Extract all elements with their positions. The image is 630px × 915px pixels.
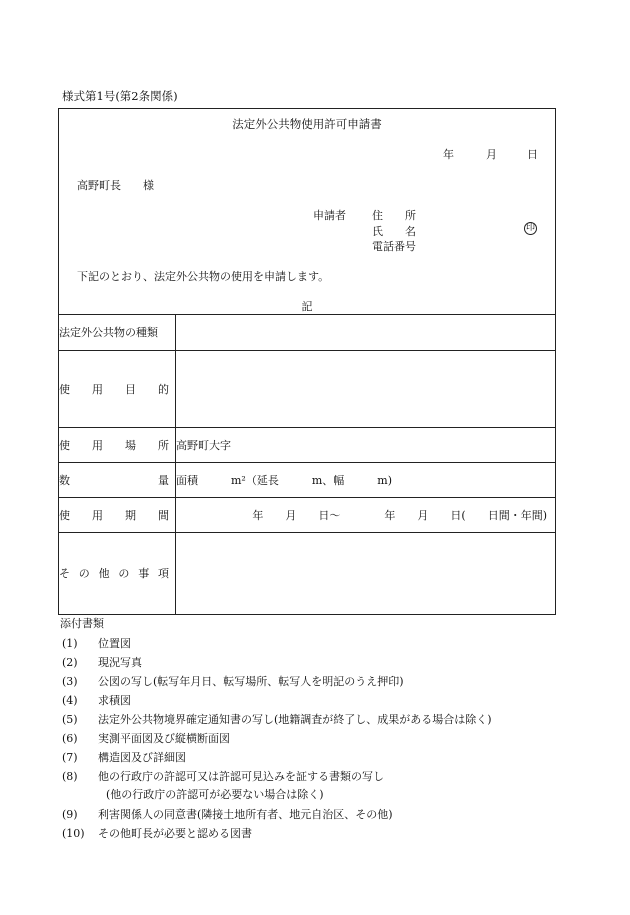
label-char: 他 bbox=[98, 567, 110, 580]
item-text: 公図の写し(転写年月日、転写場所、転写人を明記のうえ押印) bbox=[98, 675, 404, 688]
list-item bbox=[62, 714, 492, 725]
list-item bbox=[62, 676, 404, 687]
label-char: 量 bbox=[158, 473, 169, 487]
purpose-label bbox=[59, 351, 176, 428]
form-title: 法定外公共物使用許可申請書 bbox=[232, 117, 382, 131]
label-char: 用 bbox=[92, 508, 103, 522]
quantity-value: 面積 m²（延長 m、幅 m) bbox=[176, 473, 392, 487]
label-char: 用 bbox=[92, 438, 103, 452]
period-value: 年 月 日～ 年 月 日( 日間・年間) bbox=[252, 508, 547, 522]
table-row bbox=[59, 463, 556, 498]
table-row bbox=[59, 428, 556, 463]
list-item bbox=[62, 657, 142, 668]
date-year: 年 bbox=[443, 148, 454, 161]
place-value-cell[interactable] bbox=[176, 428, 556, 463]
table-row bbox=[59, 533, 556, 615]
list-item bbox=[62, 828, 252, 839]
label-char: 間 bbox=[158, 508, 169, 522]
label-char: 期 bbox=[125, 508, 136, 522]
item-number: (3) bbox=[62, 675, 78, 688]
item-text: 位置図 bbox=[98, 637, 131, 650]
request-text: 下記のとおり、法定外公共物の使用を申請します。 bbox=[77, 270, 330, 283]
ki-heading: 記 bbox=[301, 300, 313, 313]
attachments-heading: 添付書類 bbox=[60, 617, 104, 630]
label-char: の bbox=[118, 567, 130, 580]
applicant-label: 申請者 bbox=[313, 209, 346, 222]
list-item bbox=[62, 733, 230, 744]
table-row bbox=[59, 351, 556, 428]
label-char: 使 bbox=[59, 382, 70, 396]
label-char: 使 bbox=[59, 508, 70, 522]
item-number: (4) bbox=[62, 694, 78, 707]
type-label-text: 法定外公共物の種類 bbox=[59, 326, 158, 339]
quantity-label bbox=[59, 463, 176, 498]
period-label bbox=[59, 498, 176, 533]
label-char: 事 bbox=[138, 567, 150, 580]
item-text: 求積図 bbox=[98, 694, 131, 707]
purpose-value-cell[interactable] bbox=[176, 351, 556, 428]
list-item bbox=[106, 789, 324, 800]
addressee bbox=[77, 180, 154, 191]
label-char: 使 bbox=[59, 438, 70, 452]
label-char: 所 bbox=[158, 438, 169, 452]
applicant-fields bbox=[372, 210, 416, 257]
form-number: 様式第1号(第2条関係) bbox=[62, 89, 178, 103]
seal-mark: 印 bbox=[525, 223, 535, 233]
item-number: (9) bbox=[62, 808, 78, 821]
application-table bbox=[58, 314, 556, 615]
label-char: 用 bbox=[92, 382, 103, 396]
period-value-cell[interactable] bbox=[176, 498, 556, 533]
list-item bbox=[62, 695, 131, 706]
list-item bbox=[62, 638, 131, 649]
item-text: 現況写真 bbox=[98, 656, 142, 669]
list-item bbox=[62, 771, 384, 782]
list-item bbox=[62, 809, 393, 820]
place-value: 高野町大字 bbox=[176, 438, 231, 452]
applicant-name-label: 氏 名 bbox=[372, 224, 416, 238]
addressee-name: 高野町長 bbox=[77, 179, 121, 192]
item-text: 構造図及び詳細図 bbox=[98, 751, 186, 764]
item-number: (1) bbox=[62, 637, 78, 650]
table-row bbox=[59, 315, 556, 351]
label-char: 項 bbox=[157, 567, 169, 580]
item-text: 実測平面図及び縦横断面図 bbox=[98, 732, 230, 745]
date-month: 月 bbox=[486, 148, 497, 161]
date-day: 日 bbox=[527, 148, 538, 161]
label-char: 的 bbox=[158, 382, 169, 396]
item-text: その他町長が必要と認める図書 bbox=[98, 827, 252, 840]
type-value-cell[interactable] bbox=[176, 315, 556, 351]
other-label bbox=[59, 533, 176, 615]
place-label bbox=[59, 428, 176, 463]
date-line bbox=[443, 149, 538, 160]
applicant-phone-label: 電話番号 bbox=[372, 240, 416, 253]
quantity-value-cell[interactable] bbox=[176, 463, 556, 498]
item-text: 法定外公共物境界確定通知書の写し(地籍調査が終了し、成果がある場合は除く) bbox=[98, 713, 492, 726]
label-char: そ bbox=[59, 567, 70, 580]
item-number: (2) bbox=[62, 656, 78, 669]
applicant-address-label: 住 所 bbox=[372, 209, 416, 222]
item-text: 利害関係人の同意書(隣接土地所有者、地元自治区、その他) bbox=[98, 808, 393, 821]
list-item bbox=[62, 752, 186, 763]
label-char: 場 bbox=[125, 438, 136, 452]
addressee-honorific: 様 bbox=[143, 179, 154, 192]
label-char: 数 bbox=[59, 473, 70, 487]
item-text: (他の行政庁の許認可が必要ない場合は除く) bbox=[106, 788, 324, 801]
other-value-cell[interactable] bbox=[176, 533, 556, 615]
table-row bbox=[59, 498, 556, 533]
type-label bbox=[59, 315, 176, 351]
item-number: (7) bbox=[62, 751, 78, 764]
item-text: 他の行政庁の許認可又は許認可見込みを証する書類の写し bbox=[98, 770, 384, 783]
item-number: (5) bbox=[62, 713, 78, 726]
item-number: (8) bbox=[62, 770, 78, 783]
label-char: 目 bbox=[125, 382, 136, 396]
application-header-box bbox=[58, 108, 556, 315]
label-char: の bbox=[78, 567, 90, 580]
item-number: (6) bbox=[62, 732, 78, 745]
item-number: (10) bbox=[62, 827, 85, 840]
